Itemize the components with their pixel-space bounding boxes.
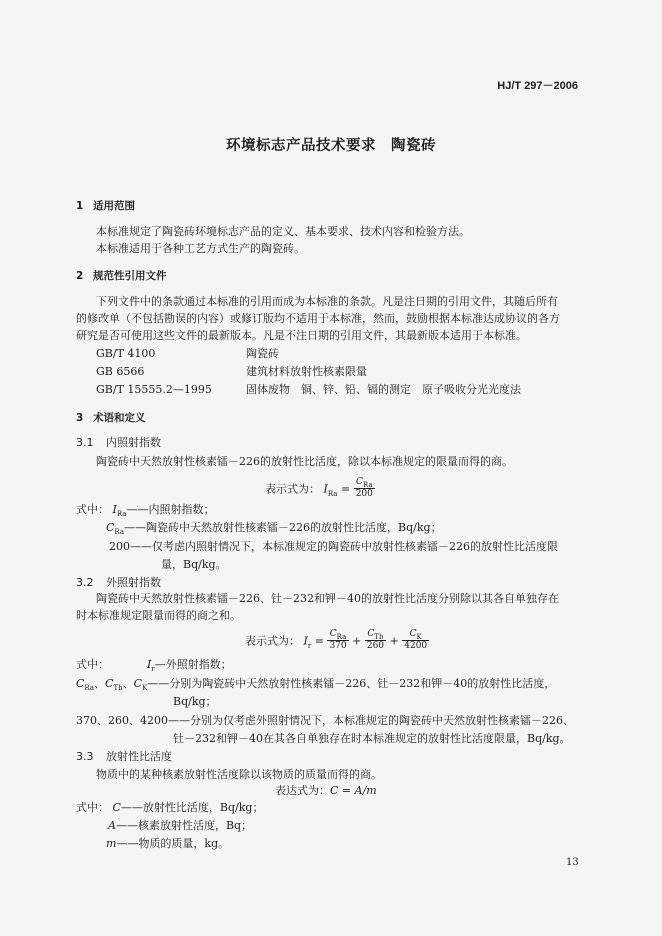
subsection-3-2-line-1: 陶瓷砖中天然放射性核素镭－226、钍－232和钾－40的放射性比活度分别除以其各自单独存在 (96, 592, 559, 605)
subsection-3-1-heading: 3.1 内照射指数 (76, 436, 161, 449)
fraction: $\frac{C_{Ra}}{370}$ (329, 629, 347, 651)
where-item-continuation: Bq/kg； (173, 695, 217, 708)
fraction: $\frac{C_{Th}}{260}$ (366, 629, 385, 651)
formula-specific-activity: 表达式为：C = A/m (275, 784, 377, 797)
where-item: 200——仅考虑内照射情况下，本标准规定的陶瓷砖中放射性核素镭－226的放射性比活度限 (109, 540, 558, 553)
section-1-paragraph-1: 本标准规定了陶瓷砖环境标志产品的定义、基本要求、技术内容和检验方法。 (96, 225, 470, 238)
where-item: m——物质的质量，kg。 (106, 837, 230, 850)
reference-row (96, 382, 521, 397)
reference-row (96, 364, 367, 379)
section-2-line-1: 下列文件中的条款通过本标准的引用而成为本标准的条款。凡是注日期的引用文件，其随后所有 (96, 295, 558, 308)
where-item: A——核素放射性活度，Bq； (108, 819, 253, 832)
where-item: 370、260、4200——分别为仅考虑外照射情况下，本标准规定的陶瓷砖中天然放射性核素镭－226、 (76, 714, 574, 727)
fraction: $\frac{C_K}{4200}$ (404, 629, 428, 651)
reference-code: GB 6566 (96, 365, 145, 378)
section-3-heading: 3 术语和定义 (76, 412, 146, 424)
where-label-3-2: 式中： (76, 658, 109, 671)
where-item: $C_{Ra}——$陶瓷砖中天然放射性核素镭－226的放射性比活度，Bq/kg； (106, 521, 442, 536)
section-1-heading: 1 适用范围 (76, 200, 135, 212)
section-2-line-2: 的修改单（不包括勘误的内容）或修订版均不适用于本标准，然而，鼓励根据本标准达成协议的各方 (76, 312, 560, 325)
document-title: 环境标志产品技术要求 陶瓷砖 (226, 138, 436, 154)
reference-title: 建筑材料放射性核素限量 (246, 365, 367, 378)
formula-internal-exposure: 表示式为： $I_{Ra}$ = $\frac{C_{Ra}}{200}$ (265, 477, 373, 499)
where-item: $I_r—$外照射指数； (147, 658, 232, 673)
reference-code: GB/T 4100 (96, 347, 156, 360)
reference-code: GB/T 15555.2—1995 (96, 383, 212, 396)
subsection-3-3-heading: 3.3 放射性比活度 (76, 750, 172, 763)
subsection-3-2-heading: 3.2 外照射指数 (76, 576, 161, 589)
section-1-paragraph-2: 本标准适用于各种工艺方式生产的陶瓷砖。 (96, 242, 305, 255)
section-2-line-3: 研究是否可使用这些文件的最新版本。凡是不注日期的引用文件，其最新版本适用于本标准。 (76, 329, 527, 342)
fraction: $\frac{C_{Ra}}{200}$ (355, 477, 373, 499)
subsection-3-2-line-2: 时本标准规定限量而得的商之和。 (76, 609, 241, 622)
where-item-continuation: 量，Bq/kg。 (161, 558, 227, 571)
where-block-3-3: 式中： C——放射性比活度，Bq/kg； (76, 801, 264, 814)
reference-title: 固体废物 铜、锌、铅、镉的测定 原子吸收分光光度法 (246, 383, 521, 396)
where-item: $C_{Ra}$、$C_{Th}$、$C_K——$分别为陶瓷砖中天然放射性核素镭－226、钍－232和钾－40的放射性比活度， (76, 677, 556, 692)
subsection-3-1-definition: 陶瓷砖中天然放射性核素镭－226的放射性比活度，除以本标准规定的限量而得的商。 (96, 455, 513, 468)
subsection-3-3-definition: 物质中的某种核素放射性活度除以该物质的质量而得的商。 (96, 768, 382, 781)
section-2-heading: 2 规范性引用文件 (76, 270, 167, 282)
page-number: 13 (566, 857, 579, 868)
reference-title: 陶瓷砖 (246, 347, 279, 360)
formula-external-exposure: 表示式为： $I_r$ = $\frac{C_{Ra}}{370}$ + $\frac{C_{Th}}{260}$ + $\frac{C_K}{4200}$ (245, 629, 428, 651)
reference-row (96, 346, 279, 361)
where-item-continuation: 钍－232和钾－40在其各自单独存在时本标准规定的放射性比活度限量，Bq/kg。 (173, 732, 571, 745)
standard-number: HJ/T 297－2006 (497, 80, 578, 92)
where-block-3-1: 式中： $I_{Ra}——$内照射指数； (76, 503, 215, 518)
